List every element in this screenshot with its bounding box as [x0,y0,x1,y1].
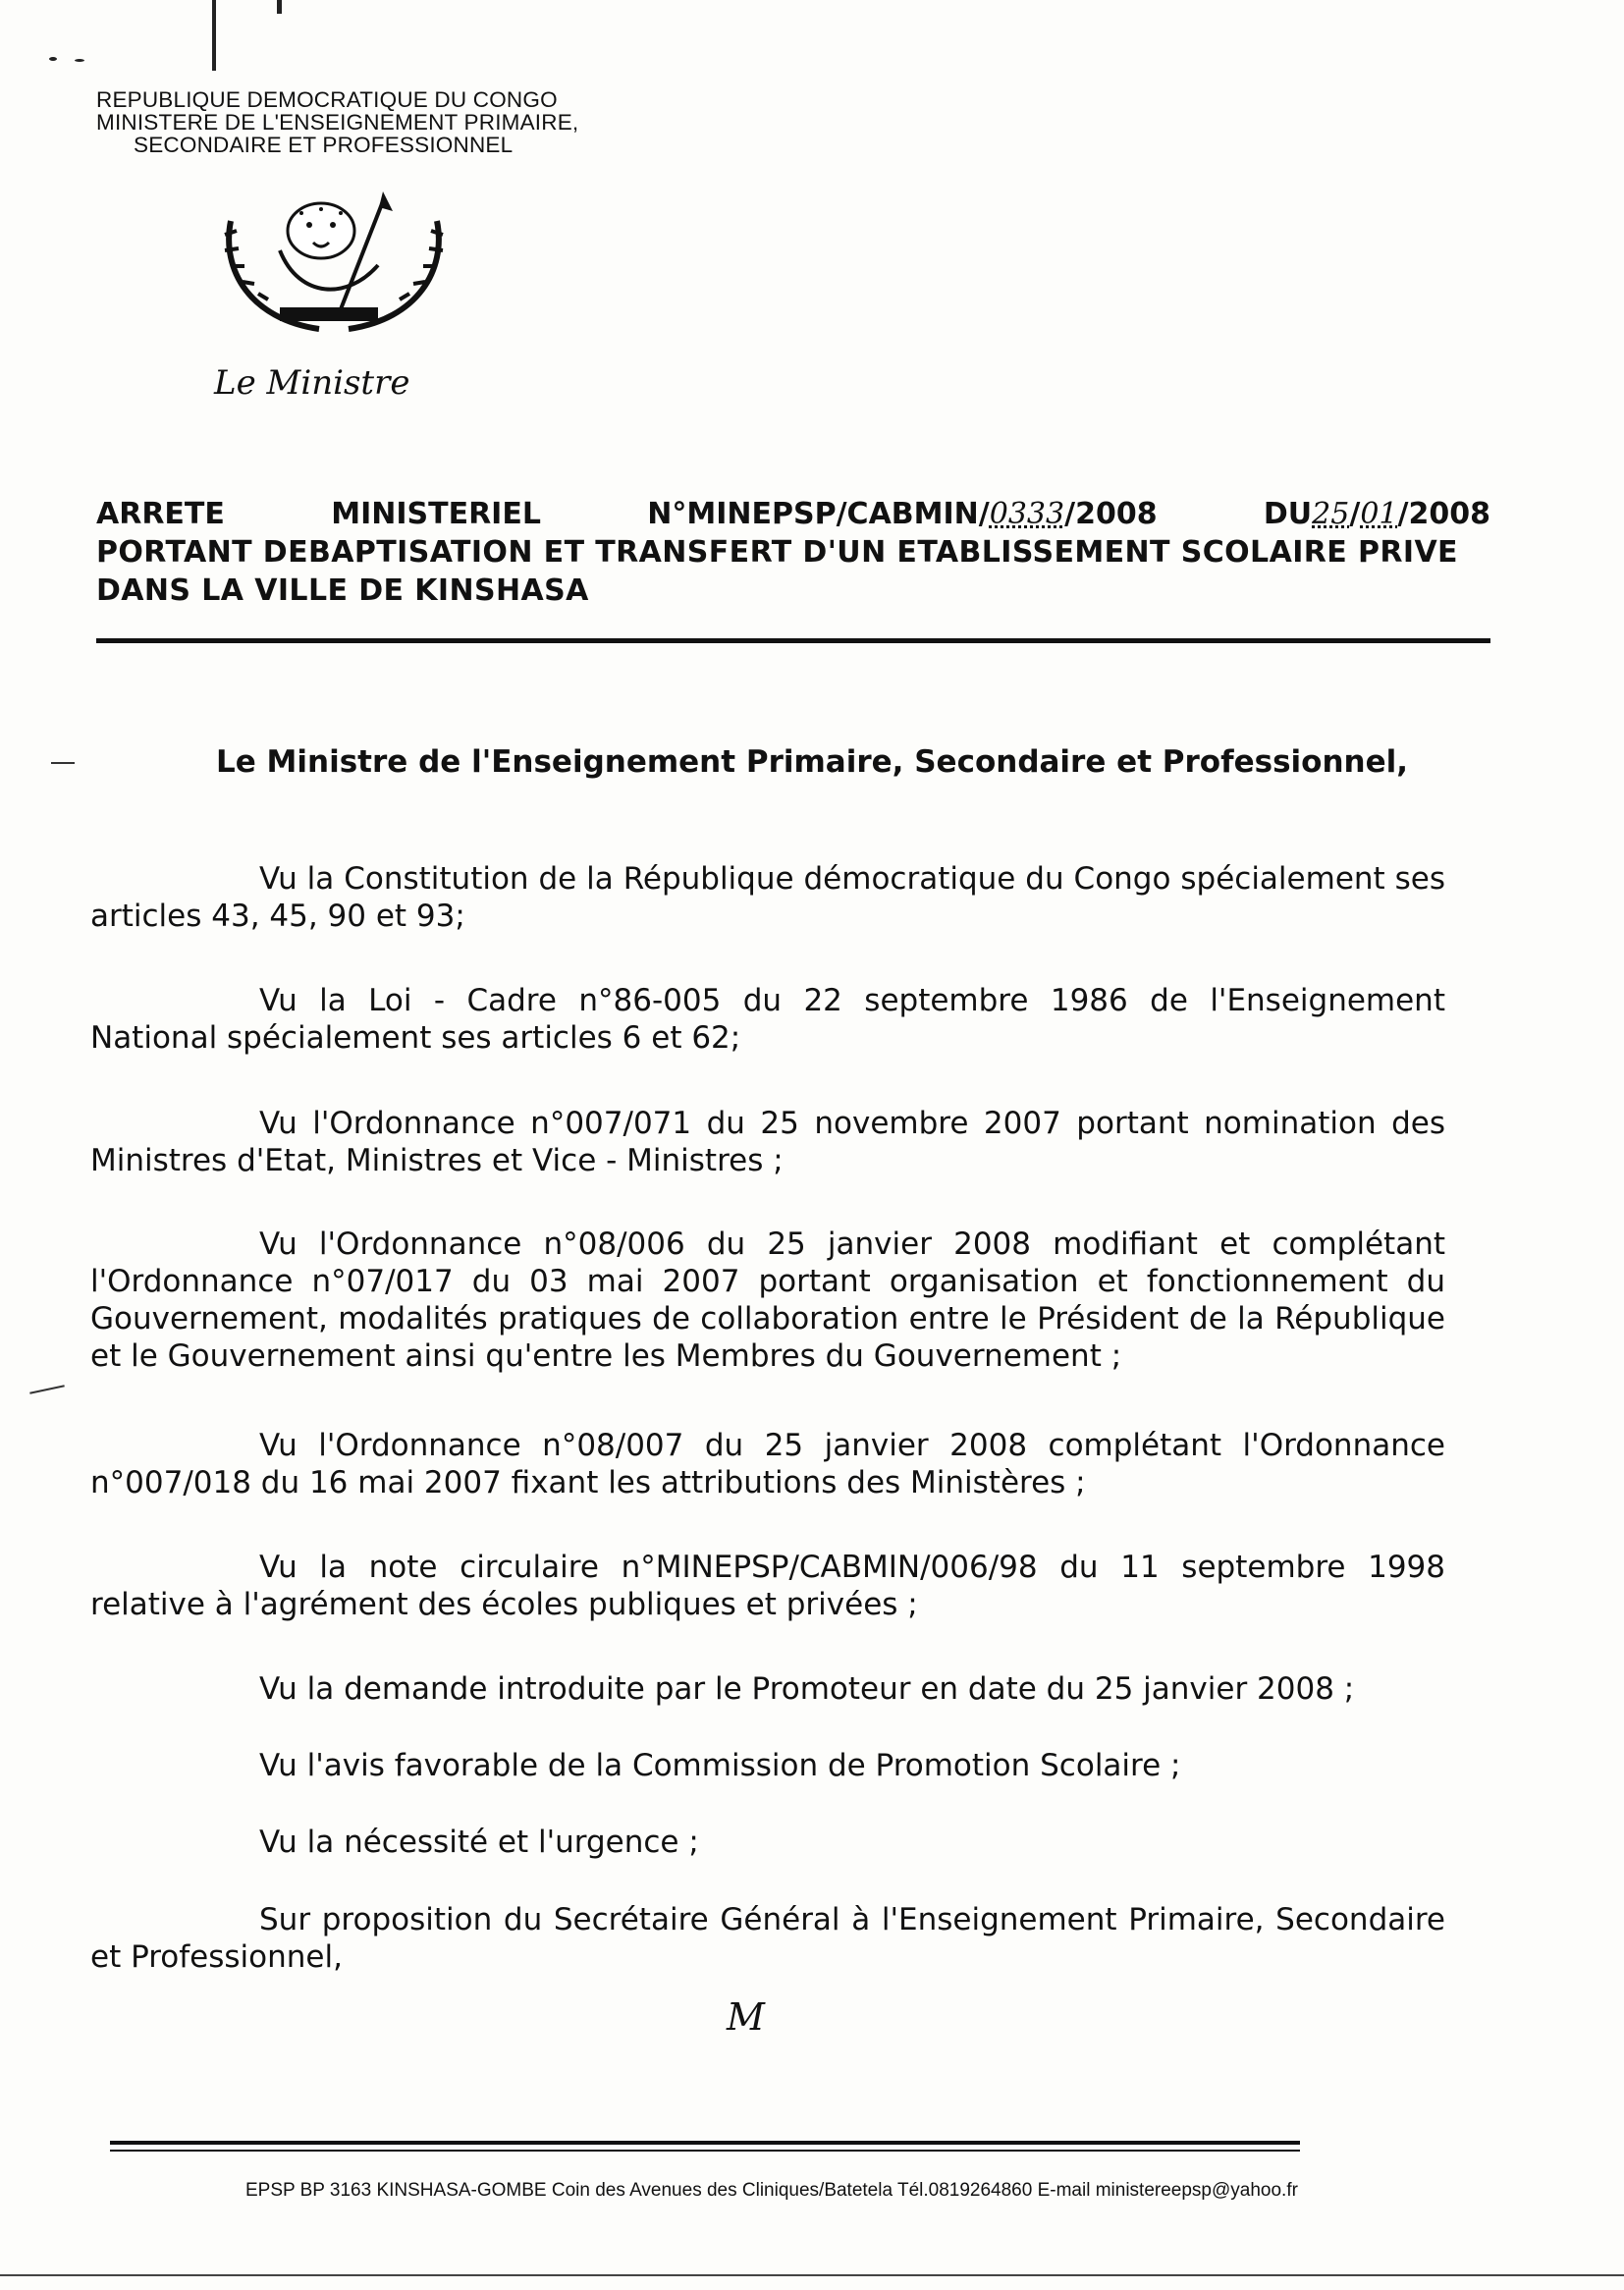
scan-mark-top-small [277,0,282,14]
preamble-paragraph: Vu la nécessité et l'urgence ; [259,1825,699,1860]
decree-subject-line2: DANS LA VILLE DE KINSHASA [96,573,589,608]
handwritten-month: 01 [1360,497,1398,531]
decree-title [96,495,1490,610]
preamble-paragraph: Vu l'avis favorable de la Commission de Promotion Scolaire ; [259,1748,1181,1783]
preamble-paragraph: Sur proposition du Secrétaire Général à l'Enseignement Primaire, Secondaire et Professionnel, [90,1902,1445,1975]
handwritten-ref-number: 0333 [989,497,1065,531]
decree-reference-line [96,495,1490,533]
minister-heading: Le Ministre de l'Enseignement Primaire, Secondaire et Professionnel, [215,744,1409,780]
letterhead [96,88,646,156]
scan-speck [49,57,57,61]
footer-divider [110,2141,1300,2145]
preamble-paragraph: Vu la Constitution de la République démocratique du Congo spécialement ses articles 43, 45, 90 et 93; [90,861,1445,934]
minister-label: Le Ministre [214,363,410,403]
date-year: /2008 [1397,497,1490,531]
handwritten-initials: M [727,1995,765,2039]
preamble-paragraph: Vu la Loi - Cadre n°86-005 du 22 septembre 1986 de l'Enseignement National spécialement ses articles 6 et 62; [90,983,1445,1056]
preamble-paragraph: Vu la note circulaire n°MINEPSP/CABMIN/006/98 du 11 septembre 1998 relative à l'agrément des écoles publiques et privées ; [90,1550,1445,1622]
preamble-paragraph: Vu l'Ordonnance n°08/007 du 25 janvier 2008 complétant l'Ordonnance n°007/018 du 16 mai 2007 fixant les attributions des Ministères ; [90,1428,1445,1500]
title-word-ministeriel: MINISTERIEL [331,497,541,531]
scan-speck [75,59,84,62]
decree-number [647,495,1157,533]
ref-prefix: N°MINEPSP/CABMIN/ [647,497,990,531]
scan-mark-top [212,0,216,71]
ref-year: /2008 [1064,497,1158,531]
title-divider [96,638,1490,643]
letterhead-country: REPUBLIQUE DEMOCRATIQUE DU CONGO [96,87,558,112]
letterhead-ministry-cont: SECONDAIRE ET PROFESSIONNEL [134,133,514,157]
handwritten-day: 25 [1312,497,1350,531]
margin-mark [29,1385,65,1393]
coat-of-arms-emblem [211,191,457,339]
footer-contact: EPSP BP 3163 KINSHASA-GOMBE Coin des Avenues des Cliniques/Batetela Tél.0819264860 E-mail ministereepsp@yahoo.fr [245,2180,1298,2201]
preamble-paragraph: Vu l'Ordonnance n°08/006 du 25 janvier 2008 modifiant et complétant l'Ordonnance n°07/017 du 03 mai 2007 portant organisation et fonctionnement du Gouvernement, modalités pratiques de collaboration entre le Président de la République et le Gouvernement ainsi qu'entre les Membres du Gouvernement ; [90,1227,1445,1374]
decree-subject-line1: PORTANT DEBAPTISATION ET TRANSFERT D'UN ETABLISSEMENT SCOLAIRE PRIVE [96,535,1458,570]
title-word-arrete: ARRETE [96,497,225,531]
footer-divider-thin [110,2150,1300,2152]
letterhead-ministry: MINISTERE DE L'ENSEIGNEMENT PRIMAIRE, [96,110,579,135]
preamble-paragraph: Vu la demande introduite par le Promoteur en date du 25 janvier 2008 ; [259,1671,1355,1707]
scan-bottom-edge [0,2274,1624,2276]
decree-date: DU25/01/2008 [1263,497,1490,531]
preamble-paragraph: Vu l'Ordonnance n°007/071 du 25 novembre 2007 portant nomination des Ministres d'Etat, Ministres et Vice - Ministres ; [90,1106,1445,1178]
du-label: DU [1263,497,1313,531]
